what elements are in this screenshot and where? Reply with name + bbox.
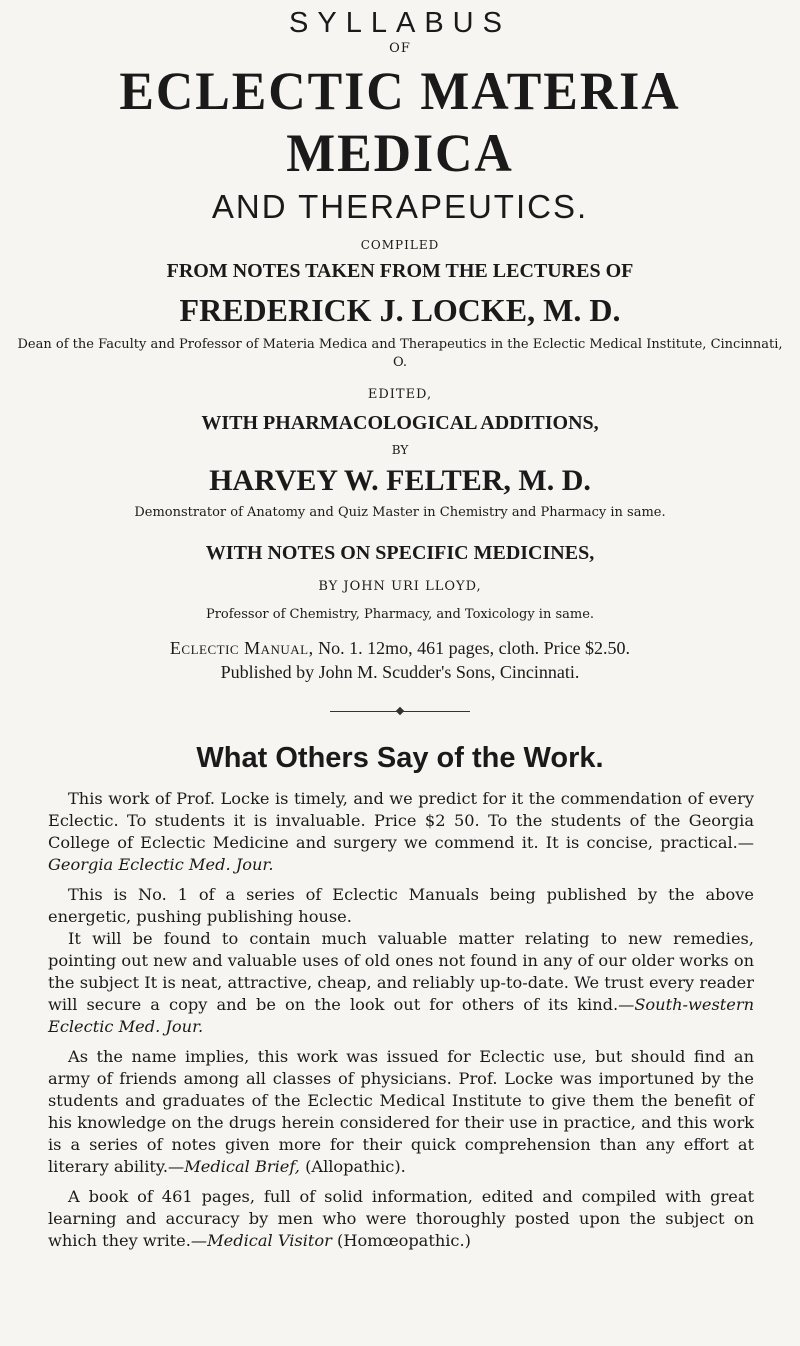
review-paragraph: It will be found to contain much valuable matter relating to new remedies, pointing out new and valuable uses of old ones not found in any of our older works on the subject It is neat, attractive, cheap, and reliably up-to-date. We trust every reader will secure a copy and be on the look out for others of its kind.—South-western Eclectic Med. Jour.: [48, 929, 754, 1036]
editor-description: Demonstrator of Anatomy and Quiz Master in Chemistry and Pharmacy in same.: [134, 505, 666, 520]
from-notes-line: FROM NOTES TAKEN FROM THE LECTURES OF: [166, 260, 634, 282]
ornamental-divider: [330, 706, 470, 718]
review-source: South-western Eclectic Med. Jour.: [48, 995, 754, 1036]
lloyd-line: BY JOHN URI LLOYD,: [318, 579, 482, 594]
specific-medicines-line: WITH NOTES ON SPECIFIC MEDICINES,: [205, 542, 595, 564]
review-paragraph: A book of 461 pages, full of solid information, edited and compiled with great learning and accuracy by men who were thoroughly posted upon the subject on which they write.—Medical Visitor (Homœopathic.): [48, 1187, 754, 1250]
manual-series: Eclectic Manual,: [169, 638, 314, 658]
sub-title: AND THERAPEUTICS.: [211, 188, 589, 225]
author-name: FREDERICK J. LOCKE, M. D.: [179, 292, 621, 328]
pharmacological-line: WITH PHARMACOLOGICAL ADDITIONS,: [201, 412, 599, 434]
of-label: OF: [389, 41, 411, 56]
main-title: ECLECTIC MATERIA MEDICA: [119, 61, 681, 183]
review-source: Medical Brief,: [184, 1157, 300, 1176]
reviews-body: [0, 788, 800, 1252]
review-paragraph: As the name implies, this work was issued for Eclectic use, but should find an army of friends among all classes of physicians. Prof. Locke was importuned by the students and graduates of the Eclectic Medical Institute to give them the benefit of his knowledge on the drugs herein considered for their use in practice, and this work is a series of notes given more for their quick comprehension than any effort at literary ability.—Medical Brief, (Allopathic).: [48, 1047, 754, 1176]
review-paragraph: This work of Prof. Locke is timely, and we predict for it the commendation of every Eclectic. To students it is invaluable. Price $2 50. To the students of the Georgia College of Eclectic Medicine and surgery we commend it. It is concise, practical.—Georgia Eclectic Med. Jour.: [48, 789, 754, 874]
edited-label: EDITED,: [367, 387, 433, 402]
manual-details: No. 1. 12mo, 461 pages, cloth. Price $2.50.: [313, 638, 631, 658]
reviews-heading: What Others Say of the Work.: [196, 742, 604, 774]
lloyd-description: Professor of Chemistry, Pharmacy, and Toxicology in same.: [205, 607, 595, 622]
syllabus-label: SYLLABUS: [289, 7, 511, 39]
compiled-label: COMPILED: [360, 238, 440, 252]
review-source: Medical Visitor: [207, 1231, 332, 1250]
by-label: BY: [391, 443, 409, 457]
diamond-ornament-icon: [396, 707, 404, 715]
review-paragraph: This is No. 1 of a series of Eclectic Manuals being published by the above energetic, pushing publishing house.: [48, 885, 754, 926]
review-source: Georgia Eclectic Med. Jour.: [48, 855, 274, 874]
publisher-line: Published by John M. Scudder's Sons, Cincinnati.: [220, 662, 580, 682]
editor-name: HARVEY W. FELTER, M. D.: [209, 464, 591, 497]
manual-info: [0, 636, 800, 684]
author-description: Dean of the Faculty and Professor of Materia Medica and Therapeutics in the Eclectic Medical Institute, Cincinnati, O.: [17, 337, 783, 370]
